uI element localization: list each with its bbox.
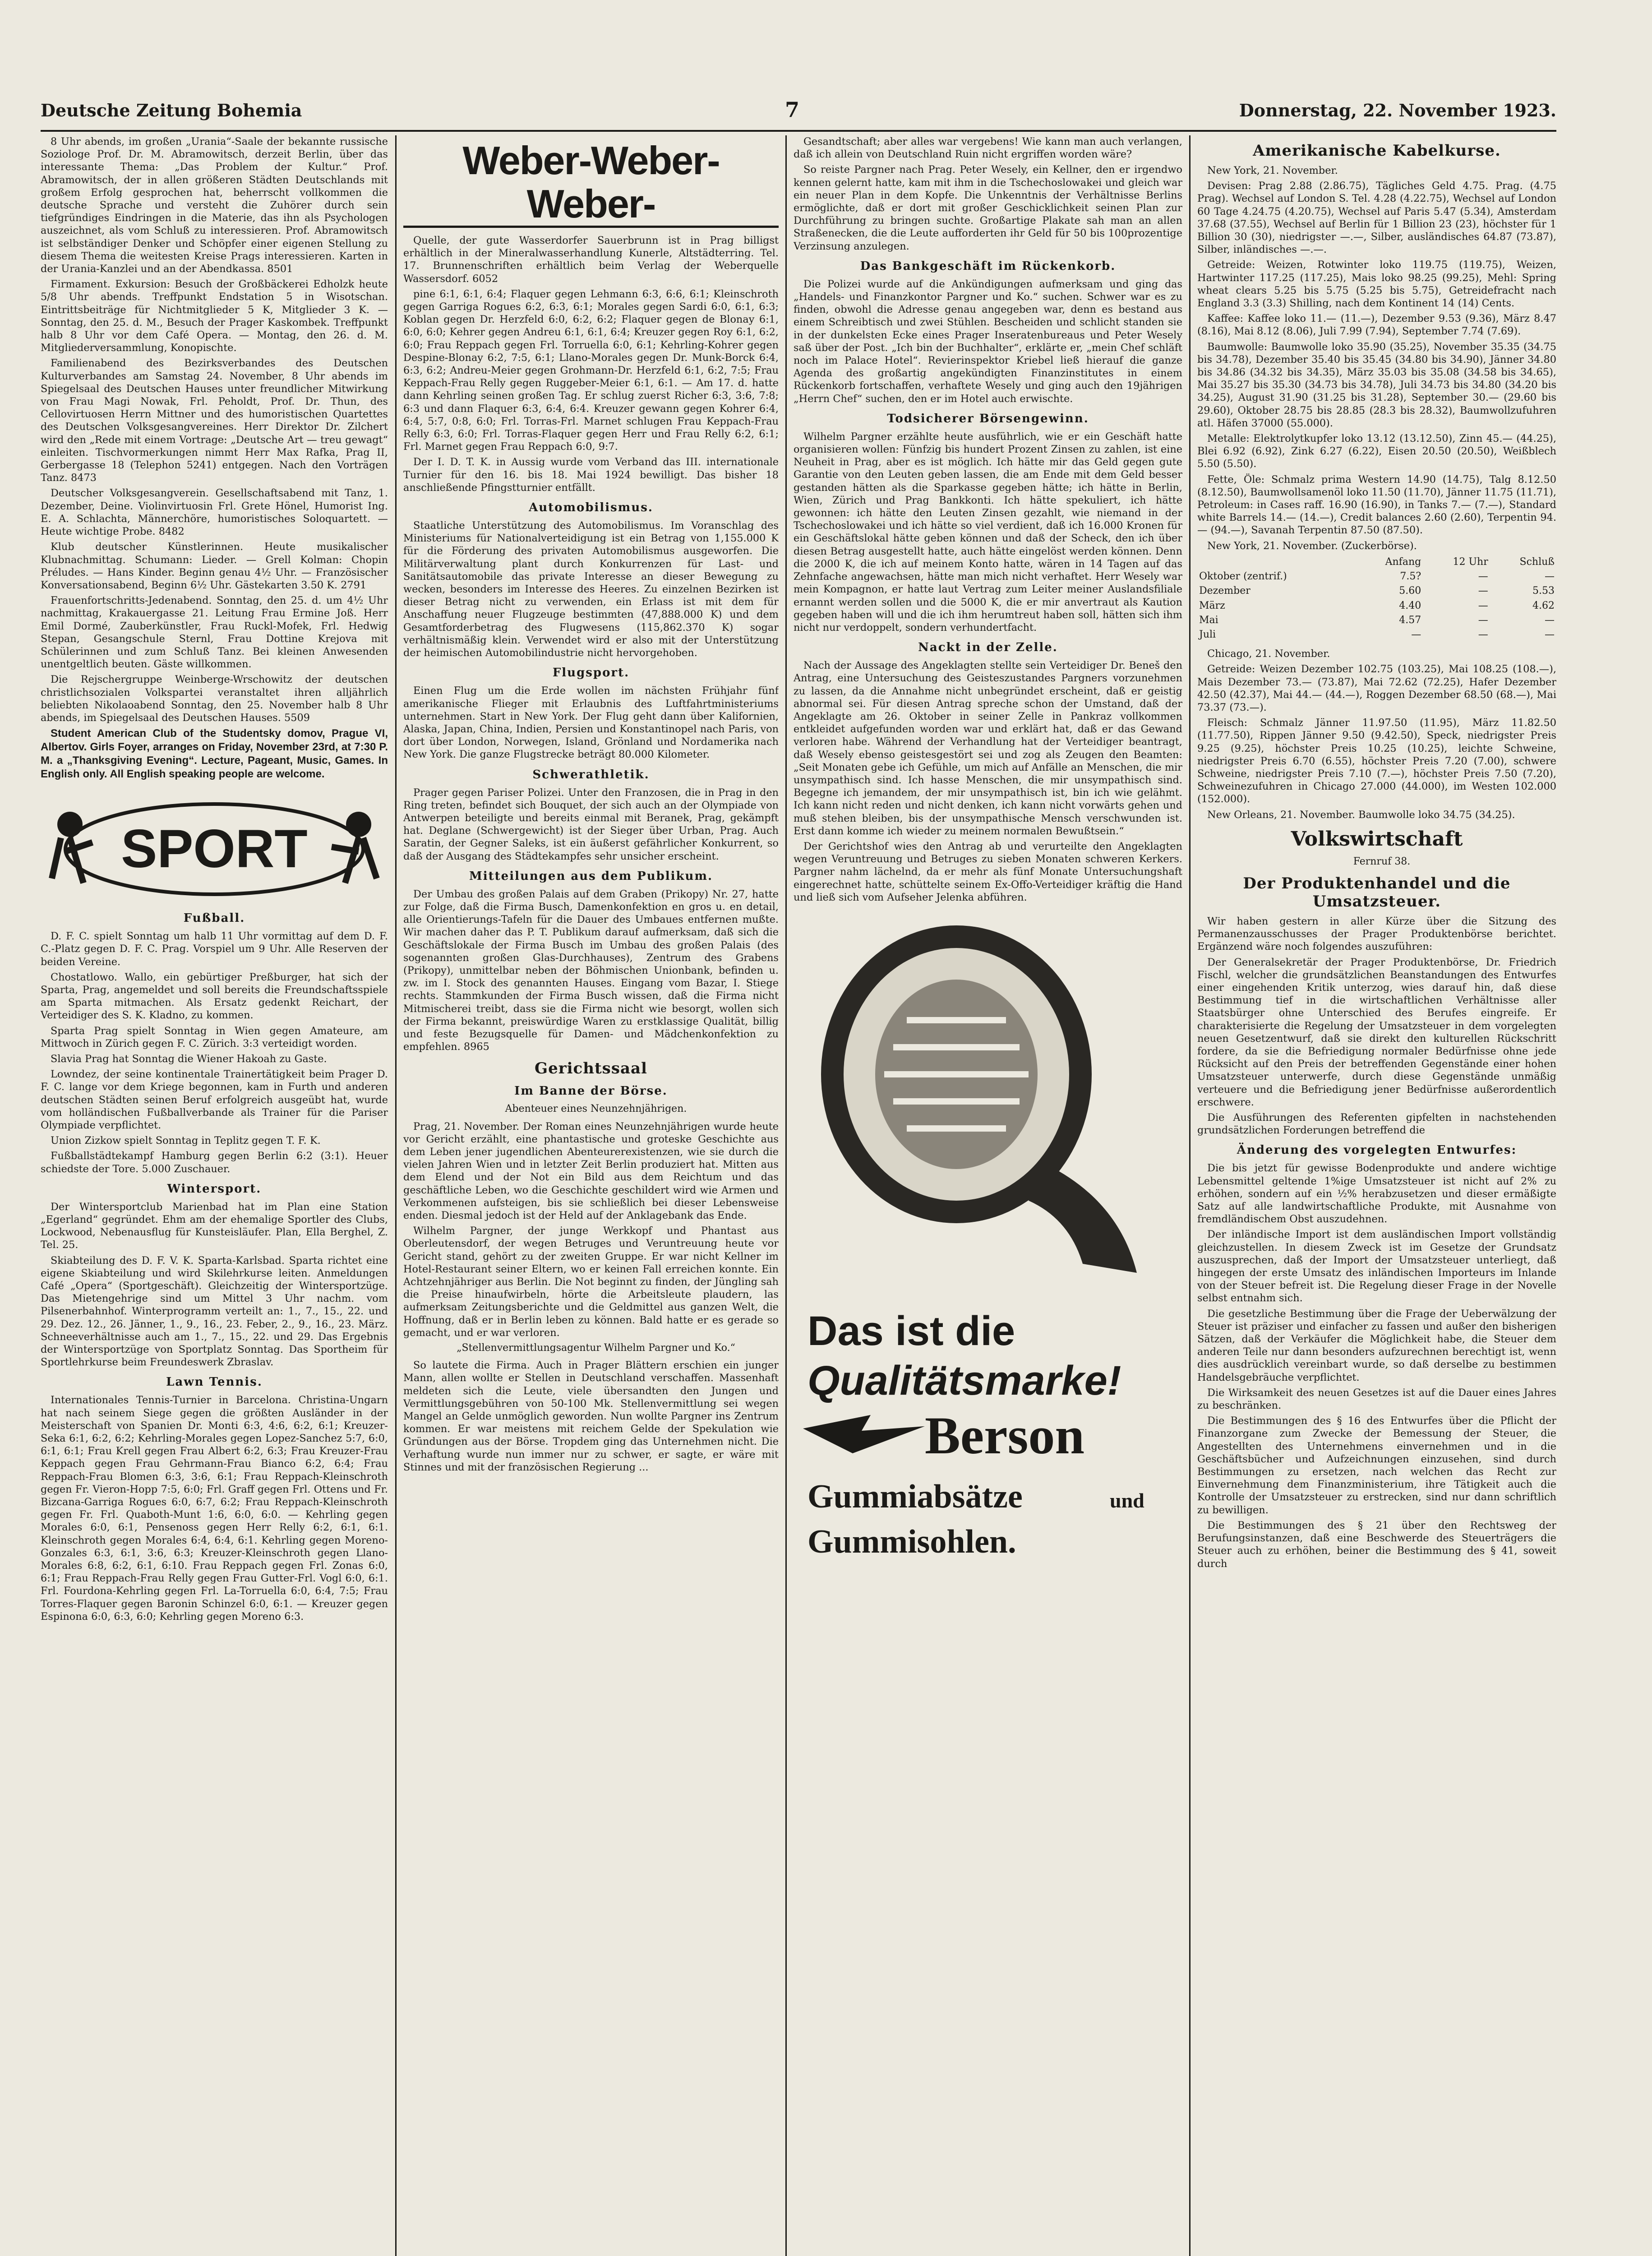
- article-paragraph: Wilhelm Pargner, der junge Werkkopf und Phantast aus Oberleutensdorf, der wegen Betruges und Veruntreuung heute vor Gericht stand, gehört zu der zweiten Gruppe. Er war nicht Kellner im Hotel-Restaurant seiner Eltern, wo er keinen Fall erreichen konnte. Ein Achtzehnjähriger aus Berlin. Die Not beginnt zu finden, der Jüngling sah die Preise hinaufwirbeln, hörte die Arbeitsleute plaudern, las aufmerksam Zeitungsberichte und die Geldmittel aus ganzen Welt, die Hoffnung, daß er in Berlin leben zu können. Bald hatte er es gerade so gemacht, und er war verloren.: [403, 1225, 779, 1339]
- article-paragraph: Chostatlowo. Wallo, ein gebürtiger Preßburger, hat sich der Sparta, Prag, angemeldet und soll bereits die Freundschaftsspiele am Sparta mitmachen. Als Ersatz gedenkt Reichart, der Verteidiger des S. K. Kladno, zu kommen.: [41, 971, 388, 1022]
- article-paragraph: Die bis jetzt für gewisse Bodenprodukte und andere wichtige Lebensmittel geltende 1%ige Umsatzsteuer ist nicht auf 2% zu erhöhen, sondern auf ein ½% herabzusetzen und dieser ermäßigte Satz auf alle landwirtschaftliche Produkte, mit Ausnahme von fremdländischem Obst auszudehnen.: [1197, 1162, 1556, 1225]
- article-paragraph: Devisen: Prag 2.88 (2.86.75), Tägliches Geld 4.75. Prag. (4.75 Prag). Wechsel auf London S. Tel. 4.28 (4.22.75), Wechsel auf London 60 Tage 4.24.75 (4.20.75), Wechsel auf Paris 5.47 (5.34), Amsterdam 37.68 (37.55), Wechsel auf Berlin für 1 Billion 23 (23), höchster für 1 Billion 30 (30), niedrigster —.—, Silber, ausländisches 64.87 (73.87), Silber, inländisches —.—.: [1197, 180, 1556, 256]
- table-cell: —: [1478, 600, 1488, 611]
- article-paragraph: Prag, 21. November. Der Roman eines Neunzehnjährigen wurde heute vor Gericht erzählt, eine phantastische und groteske Geschichte aus dem Leben jener jugendlichen Abenteurerexistenzen, wie sie durch die vielen Jahren Wien und in letzter Zeit Berlin produziert hat. Mitten aus dem Elend und der Not ein Bild aus dem Reichtum und das geschäftliche Leben, wo die Geschichte geschildert wird wie Armen und Verkommenen aufsteigen, bis sie schließlich bei dieser Lebensweise enden. Diesmal jedoch ist der Held auf der Anklagebank das Ende.: [403, 1120, 779, 1221]
- table-cell: —: [1478, 585, 1488, 597]
- article-paragraph: Die gesetzliche Bestimmung über die Frage der Ueberwälzung der Steuer ist präziser und einfacher zu fassen und außer den bisherigen Sätzen, daß der Verkäufer die Möglichkeit habe, die Steuer dem anderen Teile nur dann besonders aufzurechnen berechtigt ist, wenn dies ausdrücklich vereinbart wurde, so daß derselbe zu bestimmen Handelsgebräuche verpflichtet.: [1197, 1308, 1556, 1383]
- table-row: [1197, 569, 1556, 584]
- table-cell: Anfang: [1385, 556, 1421, 568]
- article-paragraph: Chicago, 21. November.: [1207, 648, 1330, 660]
- article-paragraph: Student American Club of the Studentsky domov, Prague VI, Albertov. Girls Foyer, arranges on Friday, November 23rd, at 7:30 P. M. a „Thanksgiving Evening“. Lecture, Pageant, Music, Games. In English only. All English speaking people are welcome.: [41, 727, 388, 781]
- article-paragraph: Der I. D. T. K. in Aussig wurde vom Verband das III. internationale Turnier für den 16. bis 18. Mai 1924 bewilligt. Das bisher 18 anschließende Pfingstturnier entfällt.: [403, 456, 779, 494]
- table-cell: 5.60: [1399, 585, 1421, 597]
- article-paragraph: Skiabteilung des D. F. V. K. Sparta-Karlsbad. Sparta richtet eine eigene Skiabteilung und wird Skilehrkurse leiten. Anmeldungen Café „Opera“ (Sportgeschäft). Gleichzeitig der Wintersportzüge. Das Mietengehrige sind um Mittel 3 Uhr nachm. vom Pilsenerbahnhof. Winterprogramm verteilt an: 1., 7., 15., 22. und 29. Dez. 12., 26. Jänner, 1., 9., 16., 23. Feber, 2., 9., 16., 23. März. Schneeverhältnisse auch am 1., 7., 15., 22. und 29. Das Ergebnis der Wintersportzüge von Sportplatz Sonntag. Das Sportheim für Sportlehrkurse beim Freundeswerk Zbraslav.: [41, 1254, 388, 1368]
- article-paragraph: New York, 21. November. (Zuckerbörse).: [1207, 540, 1417, 552]
- header-rule: [41, 130, 1556, 132]
- article-paragraph: Fette, Öle: Schmalz prima Western 14.90 (14.75), Talg 8.12.50 (8.12.50), Baumwollsamenöl loko 11.50 (11.70), Jänner 11.75 (11.71), Petroleum: in Cases raff. 16.90 (16.90), in Tanks 7.— (7.—), Standard white Barrels 14.— (14.—), Credit balances 2.60 (2.60), Terpentin 94.— (94.—), Savanah Terpentin 87.50 (87.50).: [1197, 473, 1556, 536]
- article-paragraph: Deutscher Volksgesangverein. Gesellschaftsabend mit Tanz, 1. Dezember, Deine. Violinvirtuosin Frl. Grete Hönel, Humorist Ing. E. A. Schlachta, Männerchöre, humoristisches Soloquartett. — Heute wichtige Probe. 8482: [41, 487, 388, 538]
- section-heading: Mitteilungen aus dem Publikum.: [469, 869, 713, 883]
- ad-brand: Berson: [925, 1405, 1084, 1465]
- table-row: [1197, 555, 1556, 569]
- section-heading: Volkswirtschaft: [1291, 827, 1463, 851]
- section-heading: Fußball.: [183, 911, 245, 925]
- article-paragraph: Die Wirksamkeit des neuen Gesetzes ist auf die Dauer eines Jahres zu beschränken.: [1197, 1387, 1556, 1412]
- section-heading: Im Banne der Börse.: [514, 1084, 668, 1098]
- article-paragraph: Der Gerichtshof wies den Antrag ab und verurteilte den Angeklagten wegen Veruntreuung und Betruges zu sieben Monaten schweren Kerkers. Pargner nahm lächelnd, da er mehr als fünf Monate Untersuchungshaft eingerechnet hatte, schüttelte seinem Ex-Offo-Verteidiger kräftig die Hand und ließ sich vom Aufseher Jelenka abführen.: [794, 840, 1182, 903]
- column-rule-1: [395, 135, 397, 2256]
- page-number: 7: [785, 97, 800, 122]
- table-cell: 5.53: [1532, 585, 1555, 597]
- article-paragraph: Wilhelm Pargner erzählte heute ausführlich, wie er ein Geschäft hatte organisieren wollen: Fünfzig bis hundert Prozent Zinsen zu zahlen, ist eine Neuheit in Prag, aber es ist möglich. Ich hätte mir das Geld gegen gute Garantie von den Leuten geben lassen, die am Ende mit dem Geld besser gestanden hätten als die Sparkasse gegeben hätte; ich hätte in Berlin, Wien, Zürich und Prag Bankkonti. Ich hätte spekuliert, ich hätte gewonnen: ich hätte den Leuten Zinsen gezahlt, wie niemand in der Tschechoslowakei und ich hätte so viel verdient, daß ich 16.000 Kronen für ein Geschäftslokal hätte geben können und daß der Scheck, den ich über diesen Betrag ausgestellt hatte, auch hätte eingelöst werden können. Denn die 2000 K, die ich auf meinem Konto hatte, wären in 14 Tagen auf das Zehnfache angewachsen, hätte man mich nicht verhaftet. Herr Wesely war mein Kompagnon, er hatte laut Vertrag zum Leiter meiner Auslandsfiliale ernannt werden sollen und die 5000 K, die er mir anvertraut als Kaution gegeben haben will und die ich ihm herumtreut haben soll, hätten sich ihm nicht nur verdoppelt, sondern verhundertfacht.: [794, 430, 1182, 633]
- table-cell: —: [1545, 571, 1555, 582]
- table-cell: —: [1545, 614, 1555, 626]
- table-row: [1197, 613, 1556, 628]
- article-paragraph: Baumwolle: Baumwolle loko 35.90 (35.25), November 35.35 (34.75 bis 34.78), Dezember 35.40 bis 35.45 (34.80 bis 34.90), Jänner 34.80 bis 34.86 (34.32 bis 34.35), März 35.03 bis 35.08 (34.58 bis 34.65), Mai 35.27 bis 35.30 (34.73 bis 34.78), Juli 34.73 bis 34.80 (34.20 bis 34.25), August 31.90 (31.25 bis 31.28), September 30.— (29.60 bis 29.60), Oktober 28.75 bis 28.85 (28.3 bis 28.32), Baumwollzufuhren atl. Häfen 37000 (55.000).: [1197, 341, 1556, 429]
- article-paragraph: Sparta Prag spielt Sonntag in Wien gegen Amateure, am Mittwoch in Zürich gegen F. C. Zürich. 3:3 verteidigt worden.: [41, 1025, 388, 1049]
- subheading: „Stellenvermittlungsagentur Wilhelm Pargner und Ko.“: [457, 1342, 735, 1354]
- table-cell: 12 Uhr: [1453, 556, 1488, 568]
- article-paragraph: Union Zizkow spielt Sonntag in Teplitz gegen T. F. K.: [51, 1135, 321, 1147]
- article-paragraph: Der Umbau des großen Palais auf dem Graben (Prikopy) Nr. 27, hatte zur Folge, daß die Firma Busch, Damenkonfektion en gros u. en detail, alle Orientierungs-Tafeln für die Dauer des Umbaues entfernen mußte. Wir machen daher das P. T. Publikum darauf aufmerksam, daß sich die Geschäftslokale der Firma Busch im Umbau des großen Palais (des sogenannten großen Glas-Durchhauses), Zentrum des Grabens (Prikopy), unmittelbar neben der Böhmischen Unionbank, befinden u. zw. im I. Stock des genannten Hauses. Eingang vom Bazar, I. Stiege rechts. Stammkunden der Firma Busch wissen, daß die Firma nicht Mitmischerei treibt, dass sie die Firma nicht wie besorgt, wollen sich der Firma bekannt, preiswürdige Waren zu erstklassige Qualität, billig und feste Bezugsquelle für Damen- und Mädchenkonfektion zu empfehlen. 8965: [403, 888, 779, 1053]
- column-rule-3: [1189, 135, 1191, 2256]
- table-row: [1197, 599, 1556, 613]
- column-4: [1197, 135, 1556, 2256]
- sport-section-logo: [41, 788, 388, 901]
- section-heading: Automobilismus.: [529, 501, 653, 515]
- table-cell: 4.57: [1399, 614, 1421, 626]
- masthead-title: Deutsche Zeitung Bohemia: [41, 100, 302, 120]
- article-paragraph: Die Polizei wurde auf die Ankündigungen aufmerksam und ging das „Handels- und Finanzkontor Pargner und Ko.“ suchen. Schwer war es zu finden, obwohl die Adresse genau angegeben war, denn es bestand aus einem Schreibtisch und zwei Stühlen. Bescheiden und schlicht standen sie in der dunkelsten Ecke eines Prager Inseratenbureaus und Peter Wesely saß über der Post. „Ich bin der Buchhalter“, erklärte er, „mein Chef schläft noch im Palace Hotel“. Revierinspektor Kriebel ließ hierauf die ganze Agenda des großartig angekündigten Finanzinstitutes in einem Rückenkorb fortschaffen, verhaftete Wesely und ging auch den 19jährigen „Herrn Chef“ suchen, den er im Hotel auch erwischte.: [794, 278, 1182, 405]
- article-paragraph: Der Generalsekretär der Prager Produktenbörse, Dr. Friedrich Fischl, welcher die grundsätzlichen Beanstandungen des Entwurfes einer eingehenden Kritik unterzog, wies darauf hin, daß diese Bestimmung tief in die wirtschaftlichen Verhältnisse aller Staatsbürger ohne Unterschied des Berufes eingreife. Er charakterisierte die Regelung der Umsatzsteuer in dem vorgelegten neuen Gesetzentwurf, daß sie direkt den kulturellen Rückschritt fordere, da sie die Befriedigung normaler Bedürfnisse ohne jede Rücksicht auf den Preis der betreffenden Gegenstände einer hohen Umsatzsteuer unterwerfe, durch diese Gegenstände unmäßig verteuere und die Befriedigung jener Bedürfnisse außerordentlich erschwere.: [1197, 956, 1556, 1108]
- article-paragraph: Kaffee: Kaffee loko 11.— (11.—), Dezember 9.53 (9.36), März 8.47 (8.16), Mai 8.12 (8.06), Juli 7.99 (7.94), September 7.74 (7.69).: [1197, 313, 1556, 337]
- article-paragraph: Klub deutscher Künstlerinnen. Heute musikalischer Klubnachmittag. Schumann: Lieder. — Grell Kolman: Chopin Préludes. — Hans Kinder. Beginn genau 4½ Uhr. — Französischer Konversationsabend, Beginn 6½ Uhr. Gästekarten 3.50 K. 2791: [41, 541, 388, 591]
- article-paragraph: New Orleans, 21. November. Baumwolle loko 34.75 (34.25).: [1207, 809, 1515, 821]
- table-cell: —: [1545, 629, 1555, 640]
- article-paragraph: Internationales Tennis-Turnier in Barcelona. Christina-Ungarn hat nach seinem Siege gegen die größten Ausländer in der Meisterschaft von Spanien Dr. Monti 6:3, 4:6, 6:2, 6:1; Kreuzer-Seka 6:1, 6:2, 6:2; Kehrling-Morales gegen Lopez-Sanchez 5:7, 6:0, 6:1, 6:1; Frau Krell gegen Frau Albert 6:2, 6:3; Frau Kreuzer-Frau Keppach gegen Frau Gehrmann-Frau Bianco 6:2, 6:4; Frau Reppach-Frau Blomen 6:3, 3:6, 6:1; Frau Reppach-Kleinschroth gegen Fr. Vieron-Hopp 7:5, 6:0; Frl. Graff gegen Frl. Ottens und Fr. Bizcana-Garriga Rogues 6:0, 6:7, 6:2; Frau Reppach-Kleinschroth gegen Fr. Frl. Quaboth-Munt 1:6, 6:0, 6:0. — Kehrling gegen Morales 6:0, 6:1, Pensenoss gegen Herr Relly 6:2, 6:1, 6:1. Kleinschroth gegen Morales 6:4, 6:4, 6:1. Kehrling gegen Moreno-Gonzales 6:3, 6:1, 3:6, 6:3; Kreuzer-Kleinschroth gegen Llano-Morales 6:8, 6:2, 6:1, 6:10. Frau Reppach gegen Frl. Zonas 6:0, 6:1; Frau Reppach-Frau Relly gegen Frau Gutter-Frl. Vogl 6:0, 6:1. Frl. Fourdona-Kehrling gegen Frl. La-Torruella 6:0, 6:4, 7:5; Frau Torres-Flaquer gegen Baronin Schinzel 6:0, 6:1. — Kreuzer gegen Espinona 6:0, 6:3, 6:0; Kehrling gegen Moreno 6:3.: [41, 1394, 388, 1623]
- article-paragraph: Einen Flug um die Erde wollen im nächsten Frühjahr fünf amerikanische Flieger mit Erlaubnis des Luftfahrtministeriums unternehmen. Start in New York. Der Flug geht dann über Kalifornien, Alaska, Japan, China, Indien, Persien und Konstantinopel nach Paris, von dort über London, Norwegen, Island, Grönland und Nordamerika nach New York. Die ganze Flugstrecke beträgt 80.000 Kilometer.: [403, 685, 779, 761]
- sugar-exchange-table: [1197, 555, 1556, 642]
- section-heading: Wintersport.: [167, 1182, 262, 1196]
- sport-logo-text: SPORT: [121, 818, 308, 879]
- table-cell: Dezember: [1199, 585, 1251, 597]
- subheading: Fernruf 38.: [1353, 855, 1411, 867]
- table-cell: [1197, 555, 1355, 569]
- article-paragraph: Lowndez, der seine kontinentale Trainertätigkeit beim Prager D. F. C. lange vor dem Kriege begonnen, kam in Furth und anderen deutschen Städten seinen Beruf erfolgreich ausgeübt hat, wurde vom holländischen Fußballverbande als Trainer für die Pariser Olympiade verpflichtet.: [41, 1068, 388, 1131]
- article-paragraph: Slavia Prag hat Sonntag die Wiener Hakoah zu Gaste.: [51, 1053, 327, 1065]
- article-paragraph: Staatliche Unterstützung des Automobilismus. Im Voranschlag des Ministeriums für Nationalverteidigung ist ein Betrag von 1,155.000 K für die Förderung des privaten Automobilismus ausgeworfen. Die Militärverwaltung plant durch Konkurrenzen für Last- und Sanitätsautomobile das private Interesse an dieser Bewegung zu wecken, besonders im Interesse des Heeres. Zu einzelnen Bezirken ist dieser Betrag nicht zu verwenden, ein Erlass ist mit dem für Anschaffung neuer Flugzeuge bestimmten (47,888.000 K) und dem Gesamtforderbetrag des Flugwesens (115,862.370 K) sogar verhältnismäßig klein. Verwendet wird er also mit der Unterstützung der heimischen Automobilindustrie nicht hervorgehoben.: [403, 520, 779, 659]
- article-paragraph: Prager gegen Pariser Polizei. Unter den Franzosen, die in Prag in den Ring treten, befindet sich Bouquet, der sich auch an der Olympiade von Antwerpen beteiligte und bereits einmal mit Beranek, Prag, gekämpft hat. Deglane (Schwergewicht) ist der Sieger über Urban, Prag. Auch Saratin, der Gegner Saleks, ist ein äußerst gefährlicher Konkurrent, so daß der Ausgang des Städtekampfes sehr unsicher erscheint.: [403, 786, 779, 862]
- table-cell: Oktober (zentrif.): [1199, 571, 1287, 582]
- article-paragraph: Quelle, der gute Wasserdorfer Sauerbrunn ist in Prag billigst erhältlich in der Mineralwasserhandlung Kunerle, Altstädterring. Tel. 17. Brunnenschriften erhältlich beim Verlag der Weberquelle Wassersdorf. 6052: [403, 235, 779, 285]
- article-paragraph: Die Rejschergruppe Weinberge-Wrschowitz der deutschen christlichsozialen Volkspartei veranstaltet ihren alljährlich beliebten Nikolaoabend Sonntag, den 25. November halb 8 Uhr abends, im Spiegelsaal des Deutschen Hauses. 5509: [41, 674, 388, 724]
- berson-ad-graphic: [794, 912, 1182, 1571]
- article-paragraph: Firmament. Exkursion: Besuch der Großbäckerei Edholzk heute 5/8 Uhr abends. Treffpunkt Endstation 5 in Wisotschan. Eintrittsbeiträge für Nichtmitglieder 5 K, Mitglieder 3 K. — Sonntag, den 25. d. M., Besuch der Prager Kaskombek. Treffpunkt halb 8 Uhr vor dem Café Opera. — Montag, den 26. d. M. Mitgliederversammlung, Konopischte.: [41, 278, 388, 354]
- ad-line-1: Das ist die: [808, 1308, 1015, 1354]
- article-paragraph: Wir haben gestern in aller Kürze über die Sitzung des Permanenzausschusses der Prager Produktenbörse berichtet. Ergänzend wäre noch folgendes auszuführen:: [1197, 915, 1556, 953]
- article-paragraph: D. F. C. spielt Sonntag um halb 11 Uhr vormittag auf dem D. F. C.-Platz gegen D. F. C. Prag. Vorspiel um 9 Uhr. Alle Reserven der beiden Vereine.: [41, 930, 388, 968]
- column-rule-2: [785, 135, 787, 2256]
- table-cell: —: [1411, 629, 1421, 640]
- table-cell: —: [1478, 629, 1488, 640]
- section-heading: Flugsport.: [552, 666, 630, 680]
- ad-line-2: Qualitätsmarke!: [808, 1357, 1121, 1404]
- article-paragraph: Nach der Aussage des Angeklagten stellte sein Verteidiger Dr. Beneš den Antrag, eine Untersuchung des Geisteszustandes Pargners vorzunehmen zu lassen, da die Annahme nicht unbegründet erscheint, daß er geistig abnormal sei. Für diesen Antrag spreche schon der Umstand, daß der Angeklagte am 26. Oktober in seiner Zelle in Pankraz vollkommen entkleidet aufgefunden worden war und erklärt hat, daß er das Gewand verloren habe. Während der Verhandlung hat der Verteidiger beantragt, daß Wesely ebenso geistesgestört sei und zog als Zeugen den Beamten: „Seit Monaten gebe ich Gefühle, um mich auf Anfälle an Menschen, die mir unsympathisch sind. Ich hasse Menschen, die mir unsympathisch sind. Begegne ich jemandem, der mir unsympathisch ist, bin ich wie gelähmt. Ich kann nicht reden und nicht denken, ich kann nicht vorwärts gehen und muß stehen bleiben, bis der unsympathische Mensch verschwunden ist. Erst dann komme ich wieder zu meinem normalen Bewußtsein.“: [794, 660, 1182, 837]
- table-cell: Juli: [1199, 629, 1216, 640]
- article-paragraph: So reiste Pargner nach Prag. Peter Wesely, ein Kellner, den er irgendwo kennen gelernt hatte, kam mit ihm in die Tschechoslowakei und gleich war ein neuer Plan in dem Kopfe. Die Unkenntnis der Verhältnisse Berlins ermöglichte, daß er dort mit großer Geschicklichkeit seinen Plan zur Durchführung zu bringen suchte. Großartige Plakate sah man an allen Straßenecken, die die Leute aufforderten ihr Geld für 50 bis 100prozentige Verzinsung anzulegen.: [794, 164, 1182, 252]
- section-heading: Änderung des vorgelegten Entwurfes:: [1237, 1143, 1517, 1157]
- table-cell: Mai: [1199, 614, 1218, 626]
- article-paragraph: Der inländische Import ist dem ausländischen Import vollständig gleichzustellen. In diesem Zweck ist im Gesetze der Grundsatz auszusprechen, daß der Import der Umsatzsteuer unterliegt, daß hingegen der erste Umsatz des inländischen Importeurs im Inlande von der Steuer befreit ist. Die Regelung dieser Frage in der Novelle selbst entnahm sich.: [1197, 1229, 1556, 1304]
- table-cell: —: [1478, 614, 1488, 626]
- table-cell: 7.5?: [1400, 571, 1421, 582]
- article-paragraph: Fleisch: Schmalz Jänner 11.97.50 (11.95), März 11.82.50 (11.77.50), Rippen Jänner 9.50 (9.42.50), Speck, niedrigster Preis 9.25 (9.25), höchster Preis 10.25 (10.25), leichte Schweine, niedrigster Preis 6.70 (6.55), höchster Preis 7.20 (7.00), schwere Schweine, niedrigster Preis 7.10 (7.—), höchster Preis 7.50 (7.20), Schweinezufuhren in Chicago 27.000 (44.000), im Westen 102.000 (152.000).: [1197, 717, 1556, 805]
- section-heading: Amerikanische Kabelkurse.: [1253, 142, 1501, 160]
- section-heading: Das Bankgeschäft im Rückenkorb.: [860, 259, 1116, 273]
- column-1: [41, 135, 388, 2256]
- section-heading: Todsicherer Börsengewinn.: [887, 411, 1089, 425]
- section-heading: Der Produktenhandel und die Umsatzsteuer.: [1243, 874, 1511, 911]
- article-paragraph: Die Bestimmungen des § 21 über den Rechtsweg der Berufungsinstanzen, daß eine Beschwerde des Steuerträgers die Steuer auch zu erhöhen, beiner die Bestimmung des § 41, soweit durch: [1197, 1519, 1556, 1570]
- table-cell: März: [1199, 600, 1225, 611]
- table-cell: Schluß: [1519, 556, 1555, 568]
- berson-advertisement: [794, 912, 1182, 1571]
- table-cell: 4.40: [1399, 600, 1421, 611]
- ad-line-3: Gummiabsätze: [808, 1478, 1023, 1515]
- article-paragraph: So lautete die Firma. Auch in Prager Blättern erschien ein junger Mann, allen wollte er Stellen in Deutschland verschaffen. Massenhaft meldeten sich die Leute, viele übersandten den Jungen und Vermittlungsgebühren von 50-100 Mk. Stellenvermittlung sei wegen Mangel an Gelde unmöglich geworden. Nun wollte Pargner ins Zentrum kommen. Er war meistens mit reichem Gelde der Spekulation wie Gründungen aus der Börse. Tropdem ging das Unternehmen nicht. Die Verhaftung wurde nun immer nur zu schwer, er sagte, er wäre mit Stinnes und mit der französischen Regierung ...: [403, 1359, 779, 1473]
- column-3: [794, 135, 1182, 2256]
- table-cell: 4.62: [1532, 600, 1555, 611]
- table-row: [1197, 584, 1556, 598]
- ad-line-4: Gummisohlen.: [808, 1523, 1016, 1560]
- article-paragraph: Getreide: Weizen Dezember 102.75 (103.25), Mai 108.25 (108.—), Mais Dezember 73.— (73.87), Mai 72.62 (72.25), Hafer Dezember 42.50 (42.37), Mai 44.— (44.—), Roggen Dezember 68.50 (68.—), Mai 73.37 (73.—).: [1197, 663, 1556, 713]
- weber-advertisement-banner: Weber-Weber-Weber-: [403, 139, 779, 228]
- article-paragraph: New York, 21. November.: [1207, 165, 1338, 176]
- article-paragraph: Der Wintersportclub Marienbad hat im Plan eine Station „Egerland“ gegründet. Ehm am der ehemalige Sportler des Clubs, Lockwood, Nebenausflug für Kunsteisläufer. Plan, Ella Berghel, Z. Tel. 25.: [41, 1201, 388, 1251]
- ad-line-3b: und: [1110, 1489, 1144, 1512]
- section-heading: Lawn Tennis.: [166, 1375, 263, 1389]
- article-paragraph: pine 6:1, 6:1, 6:4; Flaquer gegen Lehmann 6:3, 6:6, 6:1; Kleinschroth gegen Garriga Rogues 6:2, 6:3, 6:1; Morales gegen Sardi 6:0, 6:1, 6:3; Koblan gegen Dr. Herzfeld 6:0, 6:2, 6:2; Flaquer gegen de Blonay 6:1, 6:0, 6:0; Kehrer gegen Andreu 6:1, 6:1, 6:4; Kreuzer gegen Roy 6:1, 6:2, 6:0; Frau Reppach gegen Frl. Torruella 6:0, 6:1; Kehrling-Kohrer gegen Despine-Blonay 6:2, 7:5, 6:1; Llano-Morales gegen Dr. Munk-Borck 6:4, 6:3, 6:2; Andreu-Meier gegen Grohmann-Dr. Herzfeld 6:1, 6:2, 7:5; Frau Keppach-Frau Relly gegen Ruggeber-Meier 6:1, 6:1. — Am 17. d. hatte dann Kehrling seinen großen Tag. Er schlug zuerst Richer 6:3, 3:6, 7:8; 6:3 und dann Flaquer 6:3, 6:4, 6:4. Kreuzer gewann gegen Kohrer 6:4, 6:4, 5:7, 0:8, 6:0; Frl. Torras-Frl. Marnet schlugen Frau Keppach-Frau Relly 6:3, 6:0; Frl. Torras-Flaquer gegen Herr und Frau Relly 6:2, 6:1; Frl. Marnet gegen Frau Reppach 6:0, 9:7.: [403, 288, 779, 453]
- section-heading: Nackt in der Zelle.: [918, 641, 1058, 655]
- table-row: [1197, 628, 1556, 642]
- article-paragraph: Die Bestimmungen des § 16 des Entwurfes über die Pflicht der Finanzorgane zum Zwecke der Bemessung der Steuer, die Angestellten des Unternehmens einvernehmen und in die Geschäftsbücher und Aufzeichnungen einzusehen, sind durch Bestimmungen zu ersetzen, nach welchen das Recht zur Einvernehmung dem Finanzministerium, ihre Tätigkeit auch die Kontrolle der Umsatzsteuer zu erstrecken, sind nur dann schriftlich zu bewilligen.: [1197, 1415, 1556, 1516]
- article-paragraph: 8 Uhr abends, im großen „Urania“-Saale der bekannte russische Soziologe Prof. Dr. M. Abramowitsch, derzeit Berlin, über das interessante Thema: „Das Problem der Kultur.“ Prof. Abramowitsch, der in allen größeren Städten Deutschlands mit großem Erfolg gesprochen hat, beherrscht vollkommen die deutsche Sprache und versteht die Zuhörer durch sein tiefgründiges Eindringen in die Materie, das ihn als Psychologen auszeichnet, als vom Schluß zu interessieren. Prof. Abramowitsch ist selbständiger Denker und Schöpfer einer eigenen Stellung zu diesem Thema die weitesten Kreise Prags interessieren. Karten in der Urania-Kanzlei und an der Abendkassa. 8501: [41, 136, 388, 275]
- subheading: Abenteuer eines Neunzehnjährigen.: [505, 1103, 687, 1115]
- table-cell: —: [1478, 571, 1488, 582]
- article-paragraph: Gesandtschaft; aber alles war vergebens! Wie kann man auch verlangen, daß ich allein von Deutschland Ruin nicht ergriffen worden wäre?: [794, 136, 1182, 161]
- section-heading: Schwerathletik.: [532, 767, 650, 781]
- column-2: [403, 135, 779, 2256]
- article-paragraph: Fußballstädtekampf Hamburg gegen Berlin 6:2 (3:1). Heuer schiedste der Tore. 5.000 Zuschauer.: [41, 1150, 388, 1175]
- issue-date: Donnerstag, 22. November 1923.: [1239, 100, 1556, 120]
- article-paragraph: Metalle: Elektrolytkupfer loko 13.12 (13.12.50), Zinn 45.— (44.25), Blei 6.92 (6.92), Zink 6.27 (6.22), Eisen 20.50 (20.50), Weißblech 5.50 (5.50).: [1197, 433, 1556, 470]
- section-heading: Gerichtssaal: [535, 1059, 647, 1078]
- article-paragraph: Frauenfortschritts-Jedenabend. Sonntag, den 25. d. um 4½ Uhr nachmittag, Krakauergasse 21. Leitung Frau Ermine Joß. Herr Emil Dormé, Zauberkünstler, Frau Ruckl-Mofek, Frl. Hedwig Stepan, Gesangschule Sternl, Frau Dottine Krejova mit Schülerinnen und zum Schluß Tanz. Bei kleinen Anwesenden unentgeltlich beuten. Gäste willkommen.: [41, 595, 388, 670]
- page-header: [41, 97, 1556, 132]
- article-paragraph: Die Ausführungen des Referenten gipfelten in nachstehenden grundsätzlichen Forderungen betreffend die: [1197, 1112, 1556, 1137]
- article-paragraph: Familienabend des Bezirksverbandes des Deutschen Kulturverbandes am Samstag 24. November, 8 Uhr abends im Spiegelsaal des Deutschen Hauses unter freundlicher Mitwirkung von Frau Magi Nowak, Frl. Peholdt, Prof. Dr. Thun, des Cellovirtuosen Herrn Mittner und des humoristischen Quartettes des Deutschen Volksgesangvereines. Herr Direktor Dr. Zilchert wird den „Rede mit einem Vortrage: „Deutsche Art — treu gewagt“ einleiten. Tischvormerkungen nimmt Herr Max Rafka, Prag II, Gerbergasse 18 (Telephon 5241) entgegen. Nach den Vorträgen Tanz. 8473: [41, 357, 388, 484]
- article-paragraph: Getreide: Weizen, Rotwinter loko 119.75 (119.75), Weizen, Hartwinter 117.25 (117.25), Mais loko 98.25 (99.25), Mehl: Spring wheat clears 5.25 bis 5.75 (5.25 bis 5.75), Getreidefracht nach England 3.3 (3.3) Shilling, nach dem Kontinent 14 (14) Cents.: [1197, 259, 1556, 310]
